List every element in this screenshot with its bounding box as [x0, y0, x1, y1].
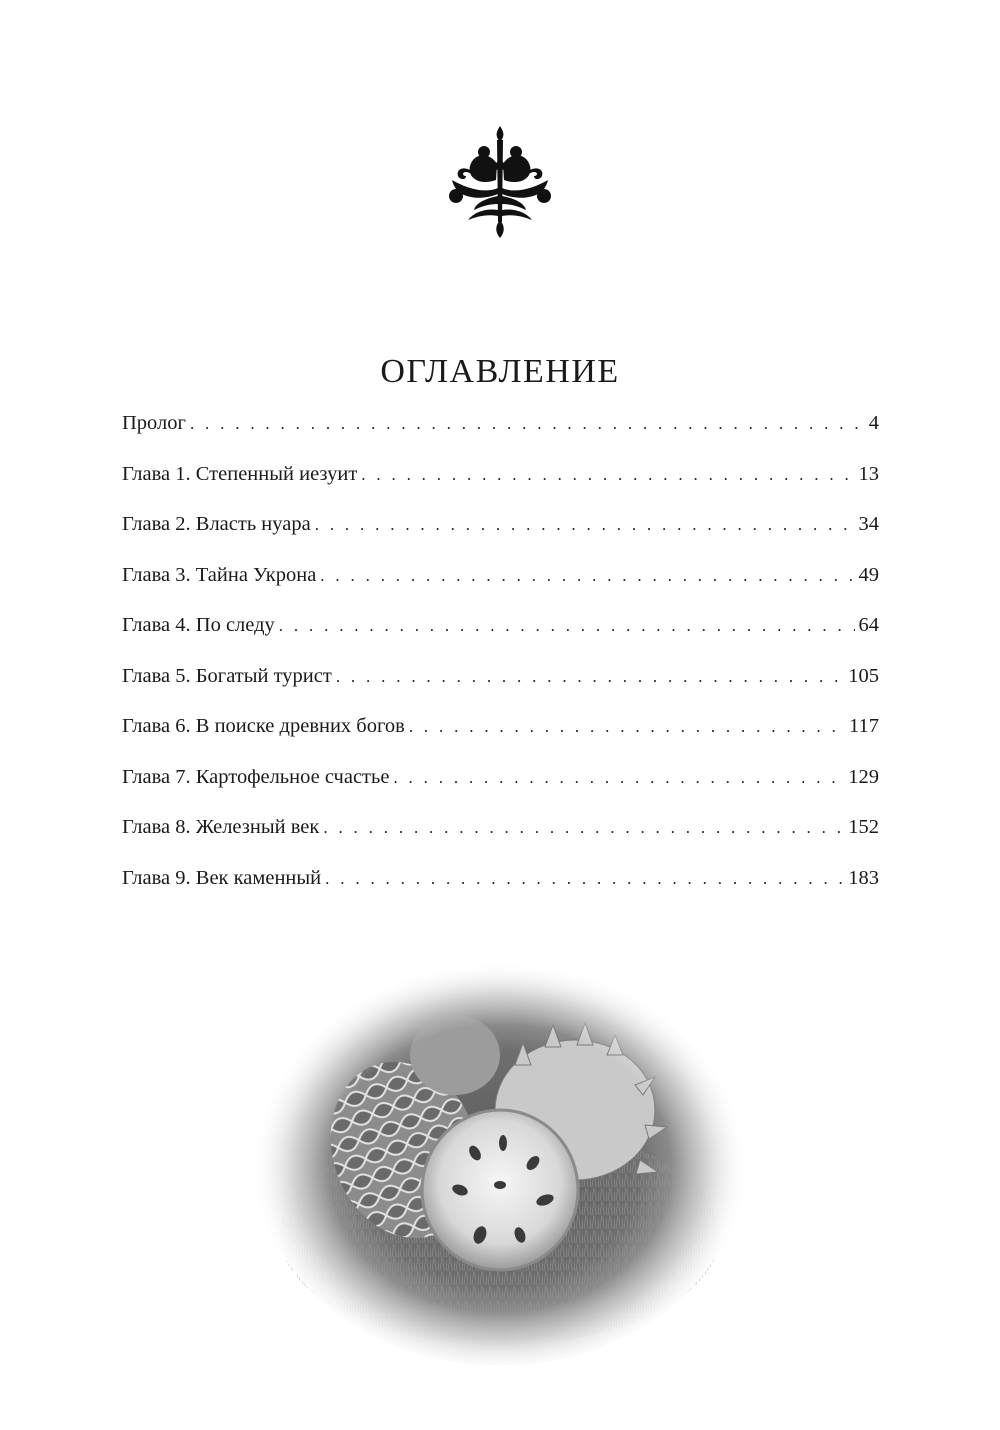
leader-dots — [279, 601, 855, 652]
toc-entry-label: Глава 1. Степенный иезуит — [122, 462, 358, 485]
leader-dots — [190, 399, 865, 450]
page-title: ОГЛАВЛЕНИЕ — [380, 352, 620, 390]
leader-dots — [325, 854, 844, 905]
toc-page-number: 64 — [858, 614, 879, 636]
toc-entry-label: Глава 7. Картофельное счастье — [122, 765, 390, 788]
leader-dots — [323, 803, 844, 854]
toc-page-number: 34 — [858, 513, 879, 535]
toc-entry-label: Глава 6. В поиске древних богов — [122, 715, 405, 737]
leader-dots — [409, 702, 845, 753]
fruit-illustration — [255, 935, 745, 1365]
toc-entry-chapter-8[interactable] — [122, 802, 879, 853]
toc-page-number: 117 — [849, 715, 879, 737]
toc-page-number: 13 — [858, 462, 879, 485]
toc-page-number: 4 — [868, 412, 879, 434]
toc-entry-label: Глава 8. Железный век — [122, 816, 320, 838]
leader-dots — [393, 753, 844, 804]
toc-entry-label: Глава 3. Тайна Укрона — [122, 563, 317, 586]
toc-entry-chapter-1[interactable] — [122, 449, 879, 500]
toc-page-number: 129 — [848, 765, 879, 788]
toc-page-number: 183 — [848, 866, 879, 889]
toc-entry-chapter-4[interactable] — [122, 600, 879, 651]
leader-dots — [320, 551, 854, 602]
toc-entry-chapter-6[interactable] — [122, 701, 879, 752]
leader-dots — [336, 652, 844, 703]
leader-dots — [361, 450, 854, 501]
toc-page-number: 152 — [848, 816, 879, 838]
toc-page-number: 105 — [848, 664, 879, 687]
toc-entry-label: Глава 2. Власть нуара — [122, 513, 311, 535]
toc-entry-label: Пролог — [122, 412, 186, 434]
floral-ornament-icon — [440, 122, 560, 240]
toc-entry-label: Глава 4. По следу — [122, 614, 275, 636]
toc-entry-label: Глава 5. Богатый турист — [122, 664, 332, 687]
toc-entry-label: Глава 9. Век каменный — [122, 866, 322, 889]
toc-entry-chapter-3[interactable] — [122, 550, 879, 601]
toc-entry-chapter-5[interactable] — [122, 651, 879, 702]
toc-entry-chapter-2[interactable] — [122, 499, 879, 550]
table-of-contents — [122, 398, 879, 903]
leader-dots — [315, 500, 855, 551]
toc-entry-chapter-9[interactable] — [122, 853, 879, 904]
toc-entry-chapter-7[interactable] — [122, 752, 879, 803]
toc-entry-prologue[interactable] — [122, 398, 879, 449]
toc-page-number: 49 — [858, 563, 879, 586]
